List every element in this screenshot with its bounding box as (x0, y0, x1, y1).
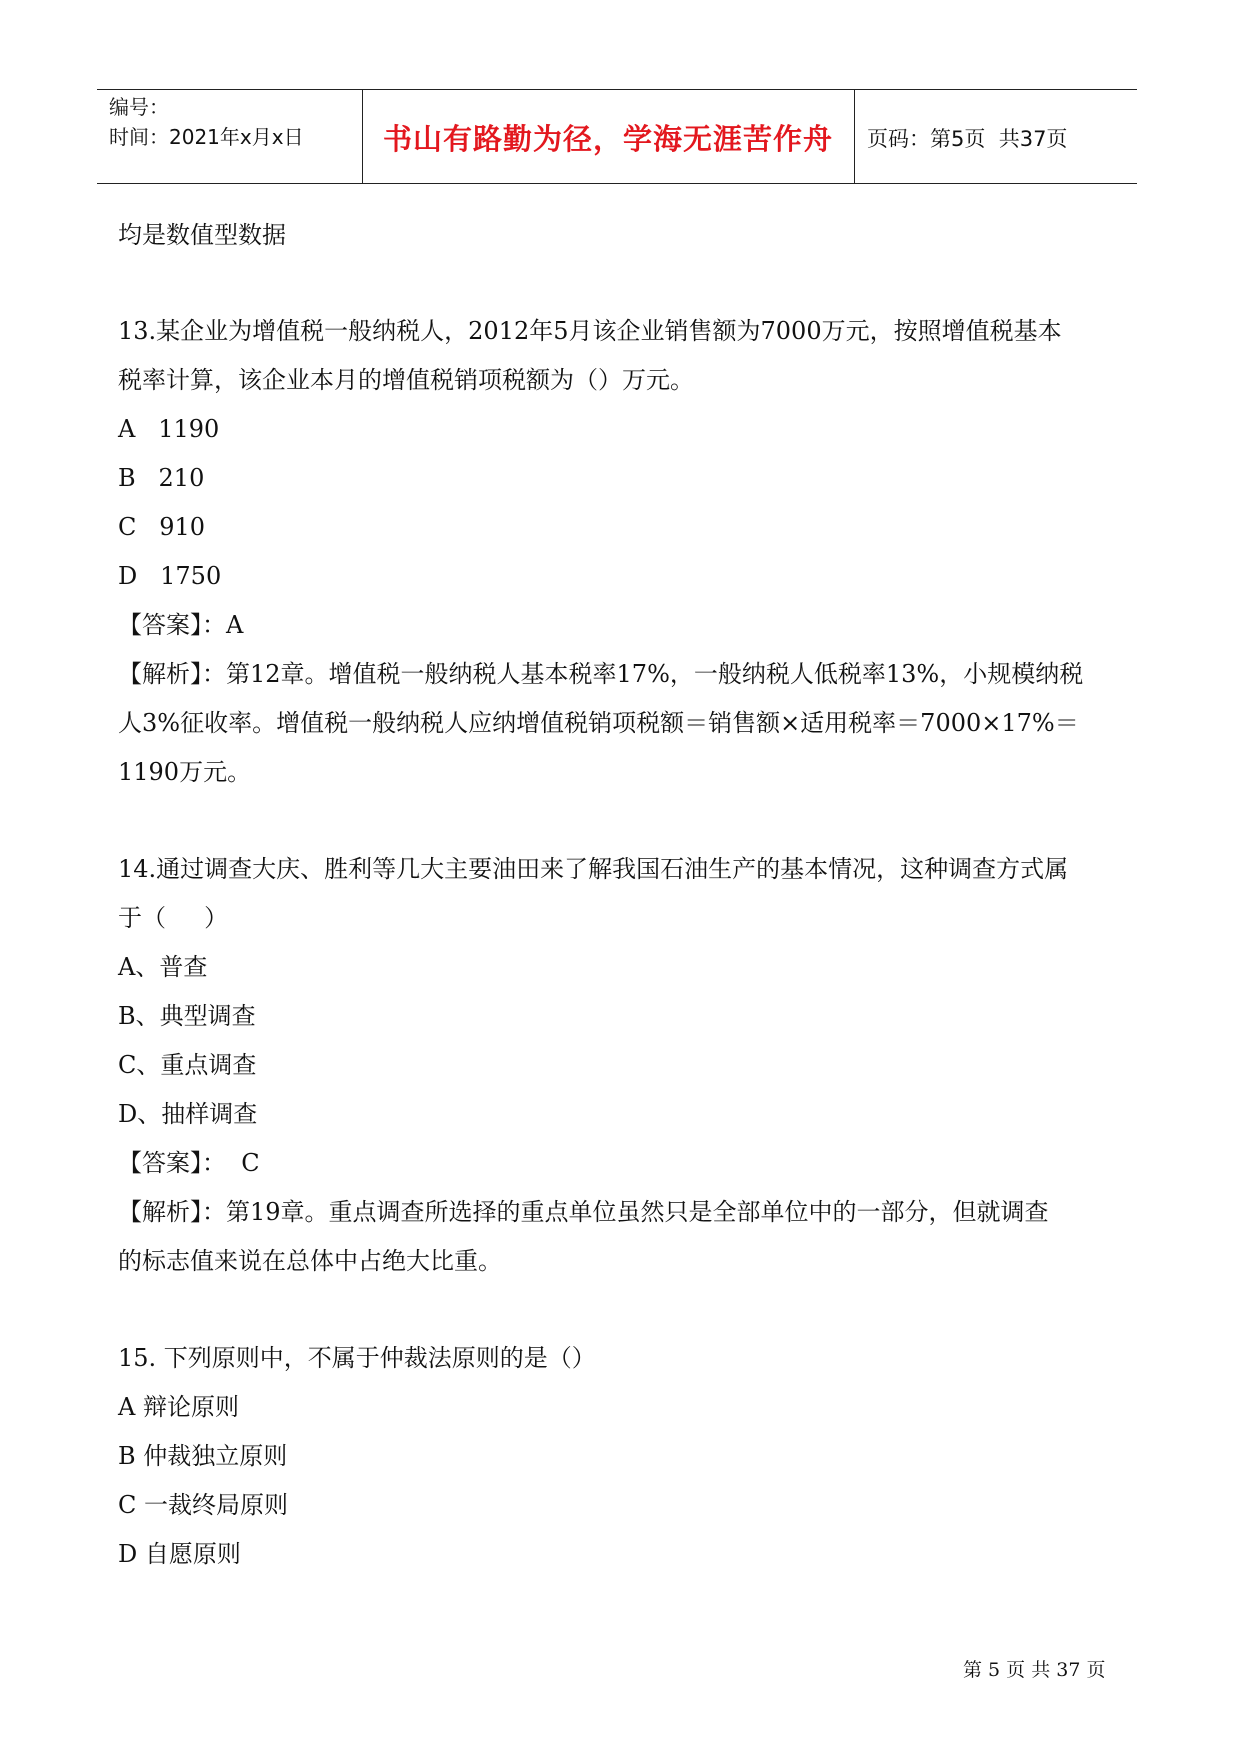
question-13-stem: 13.某企业为增值税一般纳税人，2012年5月该企业销售额为7000万元，按照增值税基本 (118, 317, 1062, 345)
option-b: B、典型调查 (118, 1002, 256, 1030)
option-d: D 自愿原则 (118, 1540, 241, 1568)
option-b: B 仲裁独立原则 (118, 1442, 288, 1470)
option-d: D、抽样调查 (118, 1100, 258, 1128)
explanation: 1190万元。 (118, 758, 252, 786)
header-divider (854, 90, 855, 183)
option-c: C 一裁终局原则 (118, 1491, 288, 1519)
option-c: C 910 (118, 513, 206, 541)
option-b: B 210 (118, 464, 205, 492)
page-label: 页码：第5页 共37页 (867, 126, 1068, 151)
explanation: 【解析】：第19章。重点调查所选择的重点单位虽然只是全部单位中的一部分，但就调查 (118, 1198, 1049, 1226)
answer: 【答案】： C (118, 1149, 260, 1177)
option-a: A、普查 (118, 953, 208, 981)
explanation: 的标志值来说在总体中占绝大比重。 (118, 1247, 502, 1275)
question-14-stem: 14.通过调查大庆、胜利等几大主要油田来了解我国石油生产的基本情况，这种调查方式属 (118, 855, 1069, 883)
header-page-info (867, 90, 1067, 185)
document-header (97, 89, 1137, 184)
option-c: C、重点调查 (118, 1051, 257, 1079)
answer: 【答案】：A (118, 611, 244, 639)
header-meta (109, 92, 304, 152)
date-label: 时间：2021年x月x日 (109, 125, 304, 149)
page-footer: 第 5 页 共 37 页 (963, 1659, 1106, 1681)
explanation: 【解析】：第12章。增值税一般纳税人基本税率17%，一般纳税人低税率13%，小规模纳税 (118, 660, 1084, 688)
option-a: A 1190 (118, 415, 220, 443)
text-line: 均是数值型数据 (118, 221, 286, 249)
question-15-stem: 15. 下列原则中，不属于仲裁法原则的是（） (118, 1344, 596, 1372)
question-13-stem: 税率计算，该企业本月的增值税销项税额为（）万元。 (118, 366, 694, 394)
serial-label: 编号： (109, 95, 169, 119)
explanation: 人3%征收率。增值税一般纳税人应纳增值税销项税额＝销售额×适用税率＝7000×17%＝ (118, 709, 1079, 737)
option-a: A 辩论原则 (118, 1393, 239, 1421)
option-d: D 1750 (118, 562, 222, 590)
header-motto: 书山有路勤为径，学海无涯苦作舟 (382, 122, 833, 156)
question-14-stem: 于（ ） (118, 904, 229, 932)
